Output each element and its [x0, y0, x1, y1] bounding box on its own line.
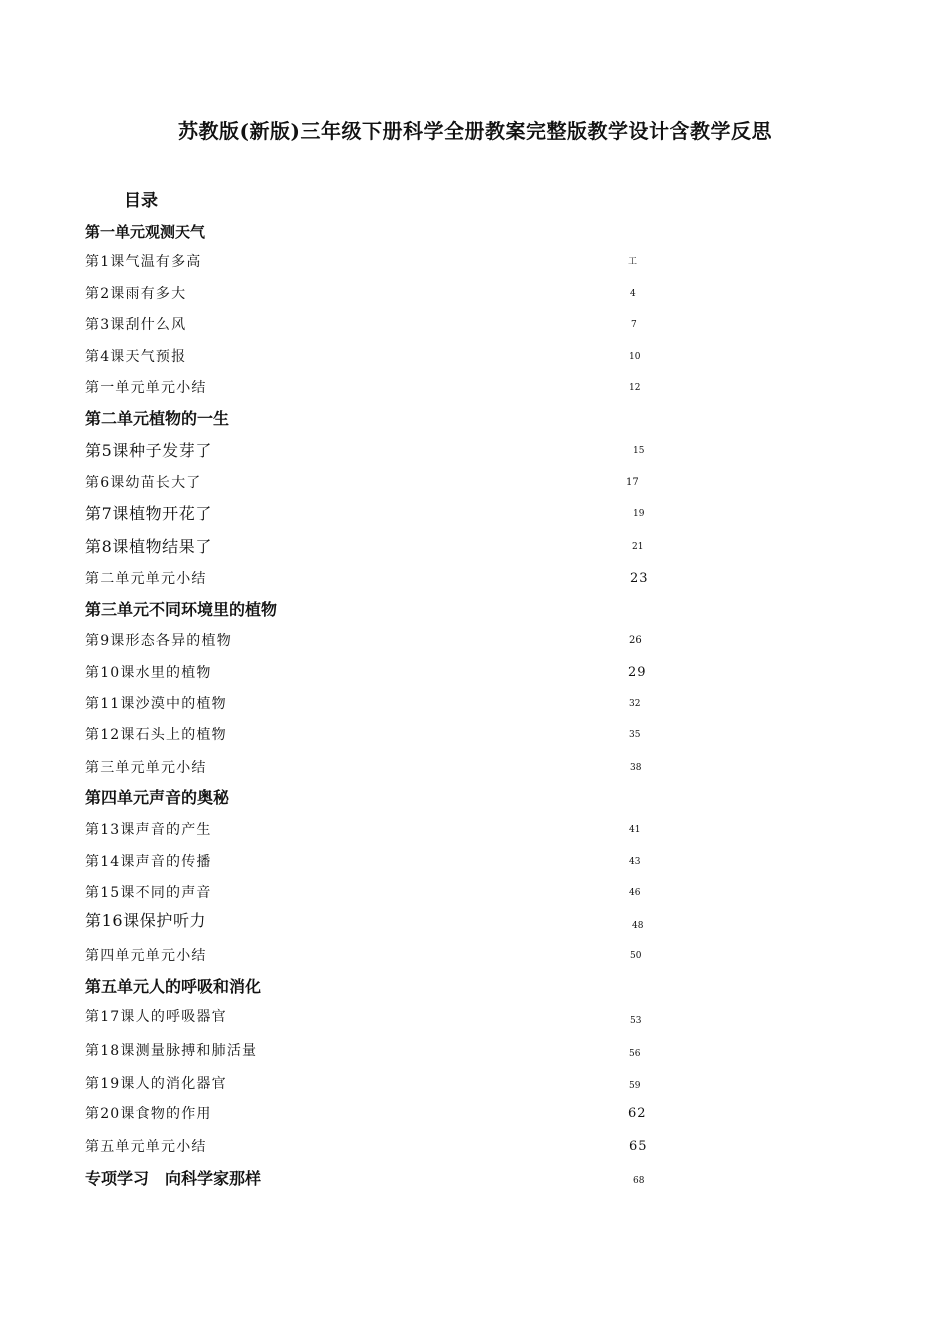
toc-entry	[85, 850, 675, 874]
toc-entry-page: 工	[628, 257, 638, 267]
toc-entry-page: 59	[629, 1081, 641, 1091]
toc-entry-page: 65	[629, 1139, 648, 1154]
toc-entry-page: 23	[630, 571, 649, 586]
toc-unit-label: 第三单元不同环境里的植物	[85, 600, 278, 619]
toc-unit	[85, 598, 675, 622]
toc-entry-page: 29	[628, 665, 647, 680]
toc-entry	[85, 692, 675, 716]
toc-entry	[85, 502, 675, 526]
toc-entry	[85, 439, 675, 463]
toc-entry-label: 第12课石头上的植物	[85, 727, 227, 743]
toc-entry	[85, 313, 675, 337]
toc-entry	[85, 471, 675, 495]
toc-entry-page: 62	[628, 1106, 647, 1121]
toc-entry-page: 53	[630, 1016, 642, 1026]
toc-entry-label: 第二单元单元小结	[85, 571, 207, 587]
toc-entry-label: 第10课水里的植物	[85, 665, 212, 681]
toc-entry	[85, 567, 675, 591]
toc-entry-label: 第9课形态各异的植物	[85, 633, 232, 649]
toc-entry-page: 41	[629, 825, 641, 835]
toc-entry-page: 26	[629, 635, 642, 646]
toc-entry-label: 第一单元单元小结	[85, 380, 207, 396]
toc-heading: 目录	[124, 191, 158, 211]
toc-unit	[85, 1167, 675, 1191]
toc-entry-page: 35	[629, 730, 641, 740]
toc-entry-label: 第1课气温有多高	[85, 254, 202, 270]
toc-unit-label: 第五单元人的呼吸和消化	[85, 977, 262, 996]
toc-entry-label: 第11课沙漠中的植物	[85, 696, 227, 712]
toc-entry-page: 50	[630, 951, 642, 961]
toc-entry	[85, 1102, 675, 1126]
toc-entry-page: 4	[630, 289, 636, 299]
toc-unit-label: 第一单元观测天气	[85, 223, 206, 241]
toc-entry-label: 第6课幼苗长大了	[85, 475, 202, 491]
toc-entry	[85, 723, 675, 747]
toc-unit	[85, 975, 675, 999]
toc-entry	[85, 909, 675, 933]
toc-entry	[85, 881, 675, 905]
toc-entry-label: 第14课声音的传播	[85, 854, 212, 870]
toc-entry-label: 第4课天气预报	[85, 349, 187, 365]
toc-entry-label: 第5课种子发芽了	[85, 441, 212, 460]
toc-entry-label: 第13课声音的产生	[85, 822, 212, 838]
toc-entry-page: 17	[626, 477, 639, 488]
toc-entry-label: 第16课保护听力	[85, 911, 207, 930]
toc-unit	[85, 220, 675, 244]
toc-entry	[85, 1072, 675, 1096]
toc-entry-label: 第8课植物结果了	[85, 537, 212, 556]
toc-entry-page: 38	[630, 763, 642, 773]
toc-entry	[85, 376, 675, 400]
toc-entry-page: 12	[629, 383, 641, 393]
toc-entry-page: 21	[632, 542, 644, 552]
toc-entry-label: 第19课人的消化器官	[85, 1076, 227, 1092]
toc-unit-label: 第四单元声音的奥秘	[85, 788, 230, 807]
toc-unit	[85, 786, 675, 810]
toc-entry-page: 32	[629, 699, 641, 709]
toc-entry-page: 48	[632, 921, 644, 931]
toc-unit-label: 第二单元植物的一生	[85, 409, 230, 428]
document-title: 苏教版(新版)三年级下册科学全册教案完整版教学设计含教学反思	[178, 119, 772, 143]
toc-entry-page: 46	[629, 888, 641, 898]
toc-entry-page: 43	[629, 857, 641, 867]
toc-entry-label: 第15课不同的声音	[85, 885, 212, 901]
toc-entry-label: 第20课食物的作用	[85, 1106, 212, 1122]
toc-entry	[85, 535, 675, 559]
toc-entry	[85, 629, 675, 653]
toc-entry-page: 68	[633, 1176, 645, 1186]
toc-entry	[85, 944, 675, 968]
toc-entry	[85, 345, 675, 369]
toc-entry-label: 第五单元单元小结	[85, 1139, 207, 1155]
toc-entry	[85, 250, 675, 274]
toc-entry-label: 第7课植物开花了	[85, 504, 212, 523]
toc-entry-label: 第四单元单元小结	[85, 948, 207, 964]
toc-entry-page: 7	[631, 320, 637, 330]
toc-entry	[85, 1039, 675, 1063]
toc-unit-label: 专项学习 向科学家那样	[85, 1169, 262, 1188]
toc-entry	[85, 661, 675, 685]
toc-entry-page: 15	[633, 446, 645, 456]
toc-entry	[85, 1135, 675, 1159]
toc-entry	[85, 756, 675, 780]
toc-entry	[85, 282, 675, 306]
toc-entry-label: 第3课刮什么风	[85, 317, 187, 333]
toc-entry-page: 56	[629, 1049, 641, 1059]
toc-entry-label: 第三单元单元小结	[85, 760, 207, 776]
toc-entry-page: 19	[633, 509, 645, 519]
toc-entry-label: 第17课人的呼吸器官	[85, 1009, 227, 1025]
toc-entry-label: 第2课雨有多大	[85, 286, 187, 302]
toc-entry-label: 第18课测量脉搏和肺活量	[85, 1043, 258, 1059]
toc-entry	[85, 818, 675, 842]
toc-entry-page: 10	[629, 352, 641, 362]
toc-unit	[85, 407, 675, 431]
toc-entry	[85, 1005, 675, 1029]
